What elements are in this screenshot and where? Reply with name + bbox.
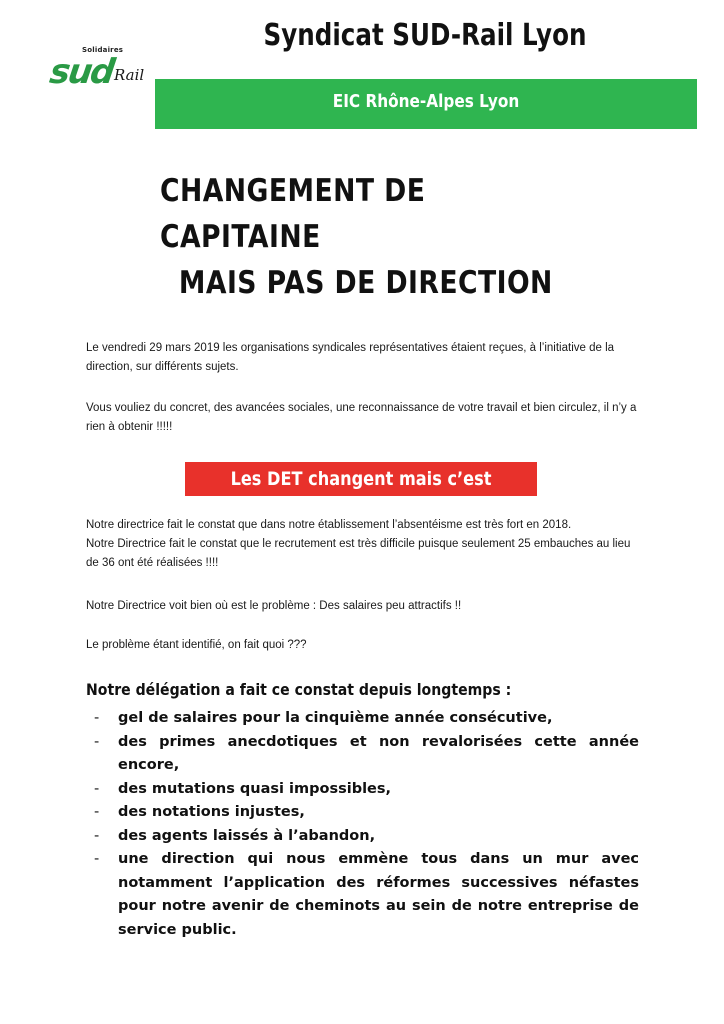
body-paragraph-4: Notre Directrice voit bien où est le problème : Des salaires peu attractifs !! (86, 600, 462, 612)
body-paragraph-3-line-1: Notre directrice fait le constat que dans notre établissement l’absentéisme est très fort en 2018. (86, 519, 572, 531)
logo-rail-text: Rail (114, 66, 145, 84)
delegation-title: Notre délégation a fait ce constat depuis longtemps : (86, 680, 512, 699)
sud-rail-logo (46, 46, 146, 94)
body-paragraph-3 (86, 516, 646, 573)
list-item: - des notations injustes, (94, 801, 639, 825)
list-item: - des primes anecdotiques et non revalorisées cette année encore, (94, 731, 639, 778)
headline-line-1: CHANGEMENT DE CAPITAINE (160, 173, 426, 255)
logo-sud-text: sud (47, 52, 116, 92)
list-item: - des mutations quasi impossibles, (94, 778, 639, 802)
callout-box (185, 462, 537, 524)
logo-solidaires-text: Solidaires (82, 46, 124, 54)
list-item: - des agents laissés à l’abandon, (94, 825, 639, 849)
list-item: - une direction qui nous emmène tous dans un mur avec notamment l’application des réformes successives néfastes pour notre avenir de cheminots au sein de notre entreprise de service public. (94, 848, 639, 942)
headline-line-2: MAIS PAS DE DIRECTION (178, 265, 553, 301)
intro-paragraph-1: Le vendredi 29 mars 2019 les organisations syndicales représentatives étaient reçues, à l’initiative de la direction, sur différents sujets. (86, 342, 615, 373)
org-title: Syndicat SUD-Rail Lyon (263, 18, 587, 53)
list-item: - gel de salaires pour la cinquième année consécutive, (94, 707, 639, 731)
body-paragraph-3-line-2: Notre Directrice fait le constat que le recrutement est très difficile puisque seulement 25 embauches au lieu de 36 ont été réalisées !!!! (86, 538, 631, 569)
delegation-list (94, 707, 639, 942)
headline (160, 168, 590, 306)
banner-text: EIC Rhône-Alpes Lyon (332, 91, 520, 112)
body-paragraph-5: Le problème étant identifié, on fait quoi ??? (86, 639, 307, 651)
callout-text: Les DET changent mais c’est tout !!! (230, 468, 492, 524)
intro-paragraph-2: Vous vouliez du concret, des avancées sociales, une reconnaissance de votre travail et bien circulez, il n’y a rien à obtenir !!!!! (86, 402, 637, 433)
section-banner (155, 79, 697, 129)
